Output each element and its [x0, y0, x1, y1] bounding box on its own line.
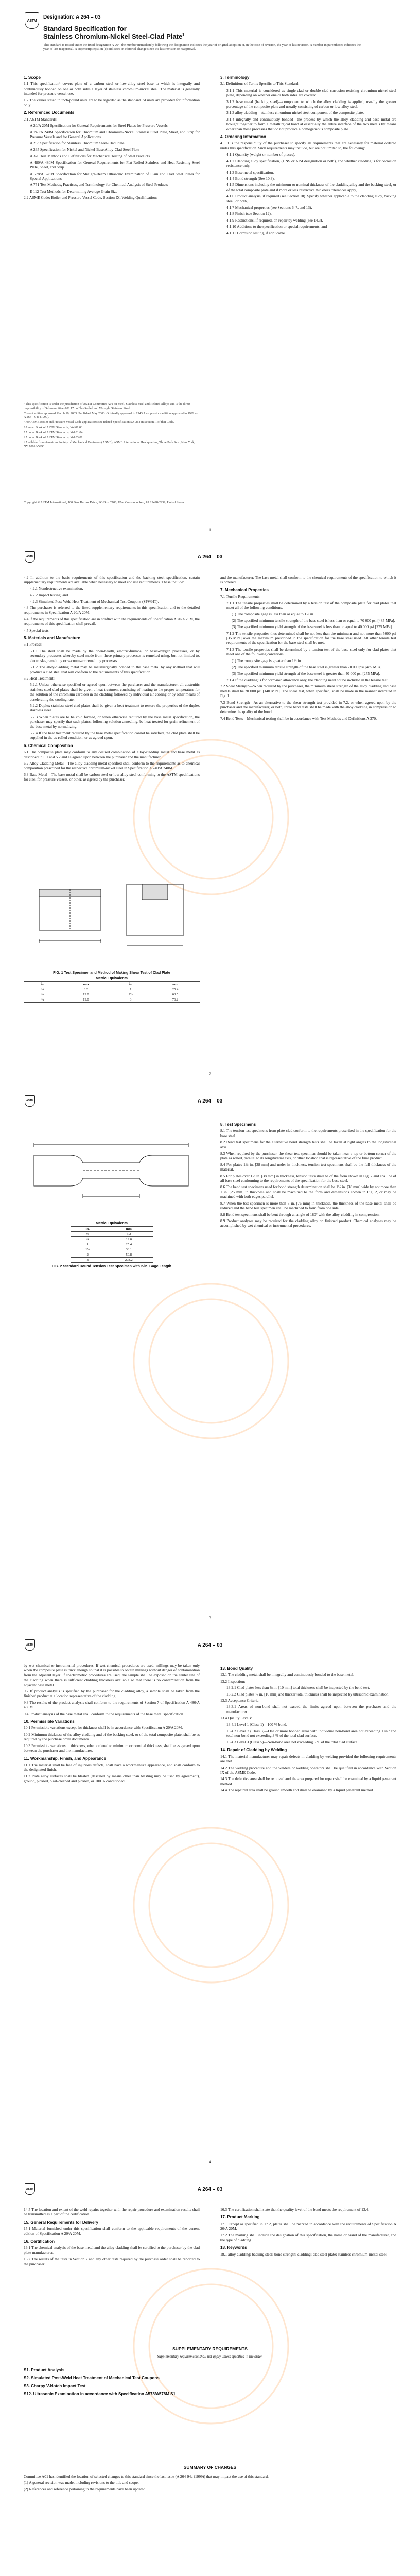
left-column — [24, 575, 200, 784]
watermark-graphic — [77, 1253, 345, 1469]
list-item: (3) The specified minimum yield strength of the base steel is greater than 40 000 psi [275 MPa]. — [232, 671, 380, 676]
paragraph: 5.2 Heat Treatment: — [24, 675, 55, 681]
paragraph: 14.2 The welding procedure and the welders or welding operators shall be qualified in accordance with Section IX of the ASME Code. — [220, 1765, 396, 1775]
page-3 — [0, 1088, 420, 1632]
paragraph: 5.2.3 When plates are to be cold formed, or when otherwise required by the base metal specification, the purchaser may specify that such plates, following solution annealing, be heat treated for grain refinement of the base metal by normalizing. — [30, 714, 200, 729]
table-row — [71, 1252, 153, 1258]
reference-item: A 751 Test Methods, Practices, and Terminology for Chemical Analysis of Steel Products — [30, 182, 168, 188]
paragraph: 2.1 ASTM Standards: — [24, 116, 58, 122]
title-footnote-marker: 1 — [182, 33, 185, 37]
paragraph: 6.2 Alloy Cladding Metal—The alloy-cladding metal specified shall conform to the requirements as to chemical composition prescribed for the respective chromium-nickel steel in Specification A 240/A 240M. — [24, 761, 200, 771]
table-cell: 3.2 — [105, 1232, 153, 1237]
table-header-row — [24, 982, 200, 987]
supplementary-item: S3. Charpy V-Notch Impact Test — [24, 2383, 86, 2388]
astm-logo: ASTM — [25, 12, 39, 29]
section-heading: 17. Product Marking — [220, 2215, 260, 2220]
running-head: A 264 – 03 — [197, 1642, 223, 1648]
paragraph: 13.1 The cladding metal shall be integrally and continuously bonded to the base metal. — [220, 1672, 355, 1677]
section-heading: 11. Workmanship, Finish, and Appearance — [24, 1756, 107, 1761]
paragraph: 13.3.1 Areas of non-bond shall not exceed the limits agreed upon between the purchaser and the manufacturer. — [226, 1704, 396, 1714]
paragraph: 14.5 The location and extent of the weld repairs together with the repair procedure and examination results shall be transmitted as a part of the certification. — [24, 2207, 200, 2217]
list-item: 4.1.5 Dimensions including the minimum or nominal thickness of the cladding alloy and the backing steel, or of the total composite plate and if more or less restrictive thickness tolerances apply, — [226, 182, 396, 192]
paragraph: 13.2.2 Clad plates ⅜ in. [10 mm] and thicker total thickness shall be inspected by ultrasonic examination. — [226, 1691, 390, 1697]
list-item: 4.1.4 Bond strength (See 10.3), — [226, 176, 275, 181]
section-heading: 7. Mechanical Properties — [220, 587, 269, 592]
list-item: 4.1.1 Quantity (weight or number of pieces), — [226, 152, 295, 157]
paragraph: 3.1 Definitions of Terms Specific to This Standard: — [220, 81, 300, 87]
footnotes — [24, 400, 200, 450]
page-4 — [0, 1632, 420, 2176]
table-row — [24, 987, 200, 992]
table-cell: ⅛ — [71, 1232, 105, 1237]
reference-item: A 265 Specification for Nickel and Nickel-Base Alloy-Clad Steel Plate — [30, 147, 139, 152]
paragraph: 1.2 The values stated in inch-pound units are to be regarded as the standard. SI units are provided for information only. — [24, 97, 200, 108]
page-number: 1 — [209, 528, 211, 532]
paragraph: 9.3 The results of the product analysis shall conform to the requirements of Section 7 of Specification A 480/A 480M. — [24, 1700, 200, 1710]
paragraph: 7.1.4 If the cladding is for corrosion allowance only, the cladding need not be included in the tensile test. — [226, 677, 389, 682]
paragraph: 8.7 When the test specimen is more than 3 in. [76 mm] in thickness, the thickness of the base metal shall be reduced and the bend test specimen shall be machined to form from one side. — [220, 1200, 396, 1211]
right-column — [220, 575, 396, 722]
section-heading: 8. Test Specimens — [220, 1122, 256, 1127]
section-heading: 10. Permissible Variations — [24, 1719, 75, 1724]
paragraph: 14.3 The defective area shall be removed and the area prepared for repair shall be examined by a liquid penetrant method. — [220, 1776, 396, 1786]
left-column — [24, 1663, 200, 1785]
supplementary-item: S2. Simulated Post-Weld Heat Treatment of Mechanical Test Coupons — [24, 2376, 160, 2381]
page-1 — [0, 0, 420, 544]
astm-logo: ASTM — [25, 2183, 35, 2195]
paragraph: 8.2 Bend test specimens for the alternative bond strength tests shall be taken at right angles to the longitudinal axis. — [220, 1140, 396, 1149]
paragraph: 10.1 Permissible variations except for thickness shall be in accordance with Specification A 20/A 20M. — [24, 1725, 183, 1731]
table-row — [24, 997, 200, 1003]
paragraph: 5.1 Process: — [24, 642, 43, 647]
paragraph: 3.1.2 base metal (backing steel)—component to which the alloy cladding is applied, usually the greater percentage of the composite plate and usually consisting of carbon or low-alloy steel. — [226, 99, 396, 109]
list-item: 4.1.11 Corrosion testing, if applicable. — [226, 230, 286, 235]
reference-item: A 370 Test Methods and Definitions for Mechanical Testing of Steel Products — [30, 154, 150, 159]
table-title: Metric Equivalents — [96, 1222, 128, 1225]
paragraph: 8.9 Product analyses may be required for the cladding alloy on finished product. Chemical analyses may be accomplished by wet chemical or instrumental procedures. — [220, 1218, 396, 1228]
astm-logo: ASTM — [25, 1639, 35, 1651]
section-heading: 3. Terminology — [220, 75, 250, 80]
table-row — [24, 992, 200, 997]
supplementary-list — [24, 2365, 396, 2398]
paragraph: 16.1 The chemical analysis of the base metal and the alloy cladding shall be certified to the purchaser by the clad plate manufacturer. — [24, 2245, 200, 2255]
supplementary-item: S1. Product Analysis — [24, 2368, 65, 2372]
right-column — [220, 1119, 396, 1230]
title-text: Standard Specification for Stainless Chromium-Nickel Steel-Clad Plate — [43, 25, 183, 40]
paragraph: 3.1.1 This material is considered as single-clad or double-clad corrosion-resisting chromium-nickel steel plate, depending on whether one or both sides are covered. — [226, 88, 396, 98]
table-title: Metric Equivalents — [96, 977, 128, 980]
footnote: ⁵ Annual Book of ASTM Standards, Vol 03.01. — [24, 435, 84, 439]
paragraph: Committee A01 has identified the location of selected changes to this standard since the last issue (A 264-94a (1999)) that may impact the use of this standard. — [24, 2474, 269, 2479]
paragraph: 18.1 alloy cladding; backing steel; bond strength; cladding; clad steel plate; stainless chromium-nickel steel — [220, 2251, 387, 2257]
paragraph: 5.2.4 If the heat treatment required by the base metal specification cannot be satisfied, the clad plate shall be supplied in the as-rolled condition, or as agreed upon. — [30, 730, 200, 740]
table-cell: 19.0 — [62, 992, 111, 997]
table-cell: 8 — [71, 1258, 105, 1263]
table-header: in. — [24, 982, 62, 987]
paragraph: 7.1.3 The tensile properties shall be determined by a tension test of the base steel only for clad plates that meet one of the following conditions. — [226, 647, 396, 657]
paragraph: 10.2 Minimum thickness of the alloy cladding and of the backing steel, or of the total composite plate, shall be as required by the purchase order documents. — [24, 1732, 200, 1742]
footnote: ² For ASME Boiler and Pressure Vessel Code applications see related Specification SA-264 in Section II of that Code. — [24, 420, 174, 425]
paragraph: 8.1 The tension test specimens from plate-clad conform to the requirements prescribed in the specification for the base steel. — [220, 1128, 396, 1138]
paragraph: 15.1 Material furnished under this specification shall conform to the applicable requirements of the current edition of Specification A 20/A 20M. — [24, 2226, 200, 2236]
section-heading: 16. Certification — [24, 2239, 55, 2244]
paragraph: 1.1 This specification¹ covers plate of a carbon steel or low-alloy steel base to which is integrally and continuously bonded on one or both sides a layer of stainless chromium-nickel steel. The material is generally intended for pressure vessel use. — [24, 81, 200, 96]
reference-item: E 112 Test Methods for Determining Average Grain Size — [30, 189, 118, 194]
paragraph: 17.1 Except as specified in 17.2, plates shall be marked in accordance with the requirements of Specification A 20/A 20M. — [220, 2221, 396, 2231]
table-cell: ¾ — [71, 1237, 105, 1242]
metric-equivalents-table — [24, 981, 200, 1003]
list-item: 4.2.2 Impact testing, and — [30, 592, 68, 598]
paragraph: by wet chemical or instrumental procedures. If wet chemical procedures are used, millings may be taken only when the composite plate is thick enough so that it is possible to obtain millings without danger of contamination from the adjacent layer. If spectrometric procedures are used, the sample shall be exposed on the center line of the cladding when there is sufficient cladding thickness available so that there is no contamination from the adjacent base metal. — [24, 1663, 200, 1687]
list-item: 4.2.1 Nondestructive examination, — [30, 586, 83, 591]
table-cell: 19.0 — [62, 997, 111, 1003]
reference-item: A 20/A 20M Specification for General Requirements for Steel Plates for Pressure Vessels — [30, 123, 168, 128]
section-heading: 5. Materials and Manufacture — [24, 636, 80, 641]
paragraph: 10.3 Permissible variations in thickness, when ordered to minimum or nominal thickness, shall be as agreed upon between the purchaser and the manufacturer. — [24, 1743, 200, 1753]
page-number: 2 — [209, 1072, 211, 1076]
paragraph: 14.1 The material manufacturer may repair defects in cladding by welding provided the following requirements are met. — [220, 1754, 396, 1764]
paragraph: 5.1.1 The steel shall be made by the open-hearth, electric-furnace, or basic-oxygen processes, or by secondary processes whereby steel made from these primary processes is remelted using, but not limited to, electroslag remelting or vacuum-arc remelting processes. — [30, 648, 200, 663]
paragraph: 5.2.1 Unless otherwise specified or agreed upon between the purchaser and the manufacturer, all austenitic stainless steel clad plates shall be given a heat treatment consisting of heating to the proper temperature for the solution of the chromium carbides in the cladding followed by individual air cooling or by other means of accelerating the cooling rate. — [30, 682, 200, 702]
table-header: in. — [110, 982, 151, 987]
paragraph: 16.3 The certification shall state that the quality level of the bond meets the requirement of 13.4. — [220, 2207, 370, 2212]
paragraph: 13.4.3 Level 3 (Class 5)—Non-bond area not exceeding 5 % of the total clad surface. — [226, 1739, 358, 1744]
list-item: 4.1.3 Base metal specification, — [226, 170, 274, 175]
paragraph: 4.5 Special tests: — [24, 628, 50, 633]
table-cell: 3.2 — [62, 987, 111, 992]
paragraph: 11.1 The material shall be free of injurious defects, shall have a workmanlike appearance, and shall conform to the designated finish. — [24, 1762, 200, 1772]
paragraph: 16.2 The results of the tests in Section 7 and any other tests required by the purchase order shall be reported to the purchaser. — [24, 2257, 200, 2266]
astm-logo: ASTM — [25, 551, 35, 563]
list-item: (2) The specified minimum tensile strength of the base steel is greater than 70 000 psi [485 MPa]. — [232, 665, 383, 670]
figure-2 — [24, 1124, 200, 1268]
left-column — [24, 2207, 200, 2268]
section-heading: 6. Chemical Composition — [24, 743, 73, 748]
table-cell: 203.2 — [105, 1258, 153, 1263]
paragraph: 7.3 Bond Strength—As an alternative to the shear strength test provided in 7.2, or when agreed upon by the purchaser and the manufacturer, or both, three bend tests shall be made with the alloy cladding in compression to determine the quality of the bond. — [220, 700, 396, 715]
tension-specimen-diagram — [24, 1124, 200, 1217]
table-header: mm — [151, 982, 200, 987]
summary-of-changes — [24, 2474, 396, 2493]
paragraph: 7.1.2 The tensile properties thus determined shall be not less than the minimum and not more than 5000 psi [35 MPa] over the maximum prescribed in the specification for the base steel used. All other tensile test requirements of the specification for the base steel shall be met. — [226, 631, 396, 646]
page-5 — [0, 2176, 420, 2576]
table-cell: 1 — [71, 1242, 105, 1247]
paragraph: 5.1.2 The alloy-cladding metal may be metallurgically bonded to the base metal by any method that will produce a clad steel that will conform to the requirements of this specification. — [30, 665, 200, 674]
standard-note: This standard is issued under the fixed designation A 264; the number immediately following the designation indicates the year of original adoption or, in the case of revision, the year of last revision. A number in parentheses indicates the year of last reapproval. A superscript epsilon (ε) indicates an editorial change since the last revision or reapproval. — [43, 43, 361, 51]
paragraph: 6.3 Base Metal—The base metal shall be carbon steel or low-alloy steel conforming to the ASTM specifications for steel for pressure vessels, or other, as agreed by the purchaser. — [24, 772, 200, 782]
list-item: 4.1.9 Restrictions, if required, on repair by welding (see 14.3), — [226, 217, 323, 223]
table-row — [71, 1258, 153, 1263]
section-heading: 2. Referenced Documents — [24, 110, 75, 115]
list-item: (1) The composite gage is greater than 1½ in. — [232, 658, 302, 663]
running-head: A 264 – 03 — [197, 554, 223, 560]
figure-1 — [24, 874, 200, 1003]
footnote: ¹ This specification is under the jurisdiction of ASTM Committee A01 on Steel, Stainless Steel and Related Alloys and is the direct responsibility of Subcommittee A01.17 on Flat-Rolled and Wrought Stainless Steel. — [24, 402, 190, 410]
paragraph: 8.6 The bend test specimens used for bond strength determination shall be 1½ in. [38 mm] wide by not more than 1 in. [25 mm] in thickness and shall be machined to the form and dimensions shown in Fig. 2, or may be machined with both edges parallel. — [220, 1184, 396, 1199]
paragraph: 8.5 For plates over 1½ in. [38 mm] in thickness, tension tests shall be of the form shown in Fig. 2 and shall be of all base steel conforming to the requirements of the specification for the base steel. — [220, 1173, 396, 1183]
page-2 — [0, 544, 420, 1088]
title-block — [43, 25, 383, 56]
footnote: ⁶ Available from American Society of Mechanical Engineers (ASME), ASME International Headquarters, Three Park Ave., New York, NY 10016-5990. — [24, 440, 195, 449]
list-item: (1) The composite gage is less than or equal to 1½ in. — [232, 612, 314, 617]
right-column — [220, 2207, 396, 2258]
section-heading: 13. Bond Quality — [220, 1666, 253, 1671]
table-header: mm — [105, 1227, 153, 1232]
right-column — [220, 1663, 396, 1794]
paragraph: 11.2 Plate alloy surfaces shall be blasted (descaled by means other than blasting may be used by agreement), ground, pickled, blast-cleaned and pickled, or 100 % conditioned. — [24, 1773, 200, 1784]
list-item: (2) References and reference pertaining to the requirements have been updated. — [24, 2486, 147, 2492]
table-row — [71, 1237, 153, 1242]
table-cell: ¾ — [24, 992, 62, 997]
shear-test-diagram — [24, 874, 200, 967]
designation: Designation: A 264 – 03 — [43, 14, 101, 20]
reference-item: A 578/A 578M Specification for Straight-Beam Ultrasonic Examination of Plain and Clad Steel Plates for Special Applications — [30, 171, 200, 181]
paragraph: 8.3 When required by the purchaser, the shear test specimen should be taken near a top or bottom corner of the plate as rolled, parallel to its longitudinal axis, or other location that is representative of the final product. — [220, 1151, 396, 1161]
table-row — [71, 1232, 153, 1237]
reference-item: A 263 Specification for Stainless Chromium Steel-Clad Plate — [30, 141, 125, 146]
table-cell: 1 — [110, 987, 151, 992]
page-number: 4 — [209, 2160, 211, 2164]
reference-item: A 240/A 240M Specification for Chromium and Chromium-Nickel Stainless Steel Plate, Sheet, and Strip for Pressure Vessels and for General Applications — [30, 129, 200, 140]
paragraph: 3.1.4 integrally and continuously bonded—the process by which the alloy cladding and base metal are brought together to form a metallurgical bond at essentially the entire interface of the two metals by means other than those processes that do not produce a homogeneous composite plate. — [226, 116, 396, 131]
summary-of-changes-heading: SUMMARY OF CHANGES — [183, 2465, 237, 2470]
right-column — [220, 72, 396, 237]
paragraph: 7.2 Shear Strength—When required by the purchaser, the minimum shear strength of the alloy cladding and base metals shall be 20 000 psi [140 MPa]. The shear test, when specified, shall be made in the manner indicated in Fig. 1. — [220, 684, 396, 699]
table-cell: 3 — [110, 997, 151, 1003]
section-heading: 18. Keywords — [220, 2245, 247, 2250]
copyright-notice: Copyright © ASTM International, 100 Barr Harbor Drive, PO Box C700, West Conshohocken, PA 19428-2959, United States. — [24, 499, 396, 505]
list-item: 4.1.6 Product analysis, if required (see Section 10). Specify whether applicable to the cladding alloy, backing steel, or both, — [226, 194, 396, 204]
figure-caption: FIG. 1 Test Specimen and Method of Making Shear Test of Clad Plate — [53, 971, 170, 975]
paragraph: 4.3 The purchaser is referred to the listed supplementary requirements in this specification and to the detailed requirements in Specification A 20/A 20M. — [24, 605, 200, 615]
paragraph: 4.2 In addition to the basic requirements of this specification and the backing steel specification, certain supplementary requirements are available when necessary to meet end use requirements. These include: — [24, 575, 200, 585]
paragraph: 13.4.2 Level 2 (Class 3)—One or more bonded areas with individual non-bond area not exceeding 1 in.² and total non-bond not exceeding 3 % of the total clad surface. — [226, 1728, 396, 1738]
table-cell: ⅛ — [24, 987, 62, 992]
figure-caption: FIG. 2 Standard Round Tension Test Specimen with 2-in. Gage Length — [52, 1265, 171, 1268]
table-cell: 1½ — [71, 1247, 105, 1252]
table-cell: 25.4 — [151, 987, 200, 992]
table-cell: ¾ — [24, 997, 62, 1003]
table-header-row — [71, 1227, 153, 1232]
paragraph: and the manufacturer. The base metal shall conform to the chemical requirements of the specification to which it is ordered. — [220, 575, 396, 585]
running-head: A 264 – 03 — [197, 1098, 223, 1104]
paragraph: 17.2 The marking shall include the designation of this specification, the name or brand of the manufacturer, and the type of cladding. — [220, 2232, 396, 2243]
table-cell: 25.4 — [105, 1242, 153, 1247]
section-heading: 1. Scope — [24, 75, 41, 80]
paragraph: 4.1 It is the responsibility of the purchaser to specify all requirements that are necessary for material ordered under this specification. Such requirements may include, but are not limited to, the following: — [220, 141, 396, 150]
footnote: ³ Annual Book of ASTM Standards, Vol 01.03. — [24, 425, 83, 429]
paragraph: 7.1 Tensile Requirements: — [220, 594, 261, 599]
paragraph: 9.2 If product analysis is specified by the purchaser for the cladding alloy, a sample shall be taken from the finished product at a location representative of the cladding. — [24, 1689, 200, 1699]
paragraph: 8.4 For plates 1½ in. [38 mm] and under in thickness, tension test specimens shall be the full thickness of the material. — [220, 1162, 396, 1172]
supplementary-requirements-note: Supplementary requirements shall not apply unless specified in the order. — [157, 2354, 263, 2359]
metric-equivalents-table — [71, 1226, 153, 1263]
supplementary-item: S12. Ultrasonic Examination in accordance with Specification A578/A578M S1 — [24, 2392, 176, 2397]
table-cell: 63.5 — [151, 992, 200, 997]
paragraph: 3.1.3 alloy cladding—stainless chromium-nickel steel component of the composite plate. — [226, 110, 364, 115]
table-cell: 38.1 — [105, 1247, 153, 1252]
paragraph: 5.2.2 Duplex stainless steel clad plates shall be given a heat treatment to restore the properties of the duplex stainless steel. — [30, 703, 200, 713]
paragraph: 14.4 The repaired area shall be ground smooth and shall be examined by a liquid penetrant method. — [220, 1788, 374, 1793]
table-cell: 50.8 — [105, 1252, 153, 1258]
list-item: 4.2.3 Simulated Post-Weld Heat Treatment of Mechanical Test Coupons (SPWHT). — [30, 599, 159, 604]
section-heading: 15. General Requirements for Delivery — [24, 2219, 98, 2225]
table-cell: 19.0 — [105, 1237, 153, 1242]
paragraph: 13.2 Inspection: — [220, 1679, 246, 1684]
list-item: (2) The specified minimum tensile strength of the base steel is less than or equal to 70 000 psi [485 MPa]. — [232, 618, 395, 623]
paragraph: 13.4 Quality Levels: — [220, 1716, 252, 1721]
paragraph: 13.3 Acceptance Criteria: — [220, 1698, 260, 1703]
section-heading: 14. Repair of Cladding by Welding — [220, 1748, 287, 1753]
running-head: A 264 – 03 — [197, 2187, 223, 2192]
list-item: 4.1.2 Cladding alloy specification, (UNS or AISI designation or both), and whether cladding is for corrosion resistance only, — [226, 158, 396, 168]
paragraph: 2.2 ASME Code: Boiler and Pressure Vessel Code, Section IX, Welding Qualifications — [24, 195, 157, 200]
supplementary-requirements-heading: SUPPLEMENTARY REQUIREMENTS — [172, 2346, 248, 2351]
table-header: in. — [71, 1227, 105, 1232]
table-header: mm — [62, 982, 111, 987]
reference-item: A 480/A 480M Specification for General Requirements for Flat-Rolled Stainless and Heat-Resisting Steel Plate, Sheet, and Strip — [30, 160, 200, 170]
left-column — [24, 72, 200, 202]
list-item: 4.1.10 Additions to the specification or special requirements, and — [226, 224, 327, 229]
paragraph: 7.4 Bend Tests—Mechanical testing shall be in accordance with Test Methods and Definitions A 370. — [220, 716, 377, 721]
table-cell: 76.2 — [151, 997, 200, 1003]
watermark-graphic — [77, 1797, 345, 2013]
document-title — [43, 25, 383, 40]
list-item: (1) A general revision was made, including revisions to the title and scope. — [24, 2480, 139, 2485]
table-cell: 2 — [71, 1252, 105, 1258]
table-row — [71, 1242, 153, 1247]
paragraph: 13.2.1 Clad plates less than ⅜ in. [10 mm] total thickness shall be inspected by the bend test. — [226, 1685, 370, 1690]
footnote: Current edition approved March 10, 2003. Published May 2003. Originally approved in 1943. Last previous edition approved in 1999 as A 264 – 94a (1999). — [24, 411, 198, 419]
paragraph: 7.1.1 The tensile properties shall be determined by a tension test of the composite plate for clad plates that meet all of the following conditions. — [226, 600, 396, 611]
table-cell: 2½ — [110, 992, 151, 997]
table-row — [71, 1247, 153, 1252]
list-item: 4.1.8 Finish (see Section 12), — [226, 211, 272, 216]
paragraph: 8.8 Bend test specimens shall be bent through an angle of 180° with the alloy-cladding in compression. — [220, 1212, 380, 1217]
page-number: 3 — [209, 1616, 211, 1620]
paragraph: 9.4 Product analysis of the base metal shall conform to the requirements of the base metal specification. — [24, 1711, 184, 1716]
list-item: (3) The specified minimum yield strength of the base steel is less than or equal to 40 000 psi [275 MPa]. — [232, 624, 393, 630]
section-heading: 4. Ordering Information — [220, 134, 266, 140]
paragraph: 13.4.1 Level 1 (Class 1)—100 % bond. — [226, 1722, 287, 1727]
astm-logo: ASTM — [25, 1095, 35, 1107]
paragraph: 6.1 The composite plate may conform to any desired combination of alloy-cladding metal and base metal as described in 5.1 and 5.2 and as agreed upon between the purchaser and the manufacturer. — [24, 750, 200, 759]
paragraph: 4.4 If the requirements of this specification are in conflict with the requirements of Specification A 20/A 20M, the requirements of this specification shall prevail. — [24, 616, 200, 626]
list-item: 4.1.7 Mechanical properties (see Sections 6, 7, and 13), — [226, 205, 312, 210]
footnote: ⁴ Annual Book of ASTM Standards, Vol 01.04. — [24, 430, 84, 434]
